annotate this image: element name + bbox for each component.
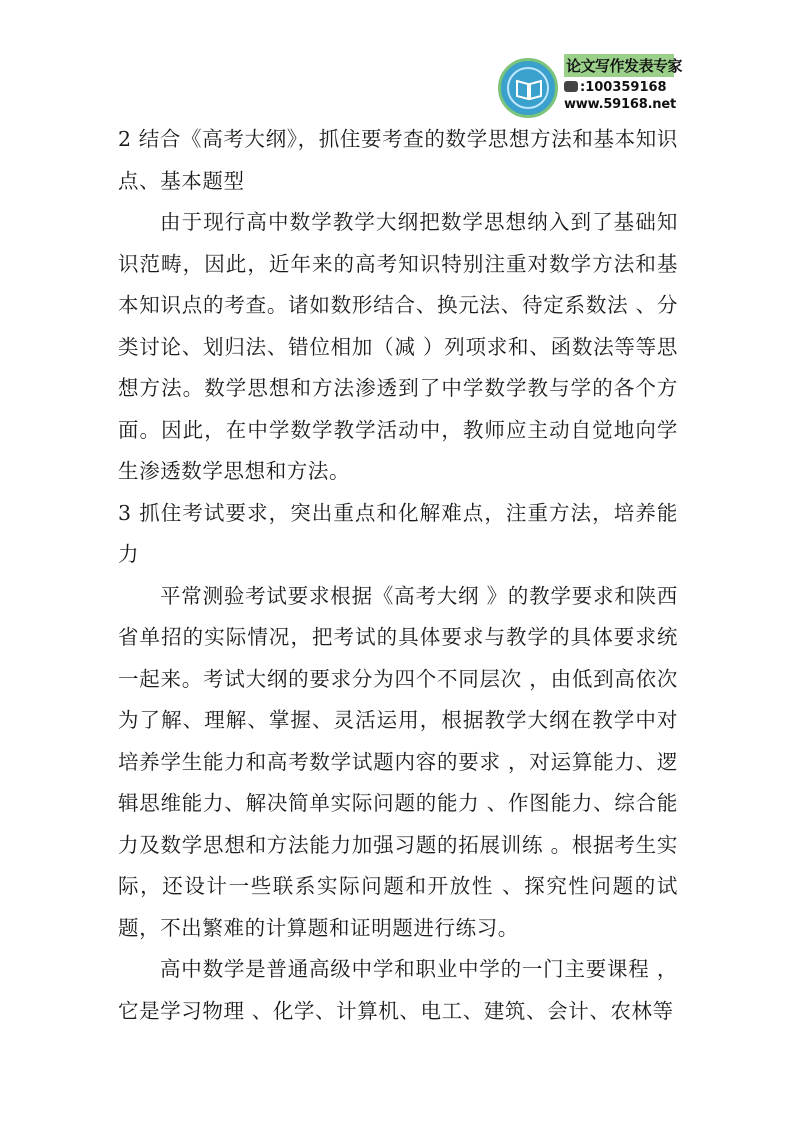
section-heading-2: 2 结合《高考大纲》，抓住要考查的数学思想方法和基本知识点、基本题型 bbox=[118, 127, 678, 193]
document-body bbox=[118, 119, 678, 1032]
watermark-site: www.59168.net bbox=[564, 97, 676, 112]
watermark-qq-number: :100359168 bbox=[580, 80, 667, 95]
qq-icon bbox=[564, 81, 578, 92]
watermark-qq bbox=[564, 80, 674, 95]
watermark-logo bbox=[498, 54, 683, 118]
watermark-title: 论文写作发表专家 bbox=[564, 54, 674, 77]
paragraph-1: 由于现行高中数学教学大纲把数学思想纳入到了基础知识范畴，因此，近年来的高考知识特别注重对数学方法和基本知识点的考查。诸如数形结合、换元法、待定系数法 、分类讨论、划归法、错位相加（减 ）列项求和、函数法等等思想方法。数学思想和方法渗透到了中学数学教与学的各个方面。因此，在中学数学教学活动中，教师应主动自觉地向学生渗透数学思想和方法。 bbox=[118, 210, 678, 483]
paragraph-3: 高中数学是普通高级中学和职业中学的一门主要课程 ，它是学习物理 、化学、计算机、电工、建筑、会计、农林等 bbox=[118, 957, 678, 1023]
section-heading-3: 3 抓住考试要求，突出重点和化解难点，注重方法，培养能力 bbox=[118, 500, 678, 566]
book-logo-icon bbox=[498, 58, 558, 118]
paragraph-2: 平常测验考试要求根据《高考大纲 》的教学要求和陕西省单招的实际情况，把考试的具体要求与教学的具体要求统一起来。考试大纲的要求分为四个不同层次 ，由低到高依次为了解、理解、掌握、灵活运用，根据教学大纲在教学中对培养学生能力和高考数学试题内容的要求 ，对运算能力、逻辑思维能力、解决简单实际问题的能力 、作图能力、综合能力及数学思想和方法能力加强习题的拓展训练 。根据考生实际，还设计一些联系实际问题和开放性 、探究性问题的试题，不出繁难的计算题和证明题进行练习。 bbox=[118, 583, 678, 940]
